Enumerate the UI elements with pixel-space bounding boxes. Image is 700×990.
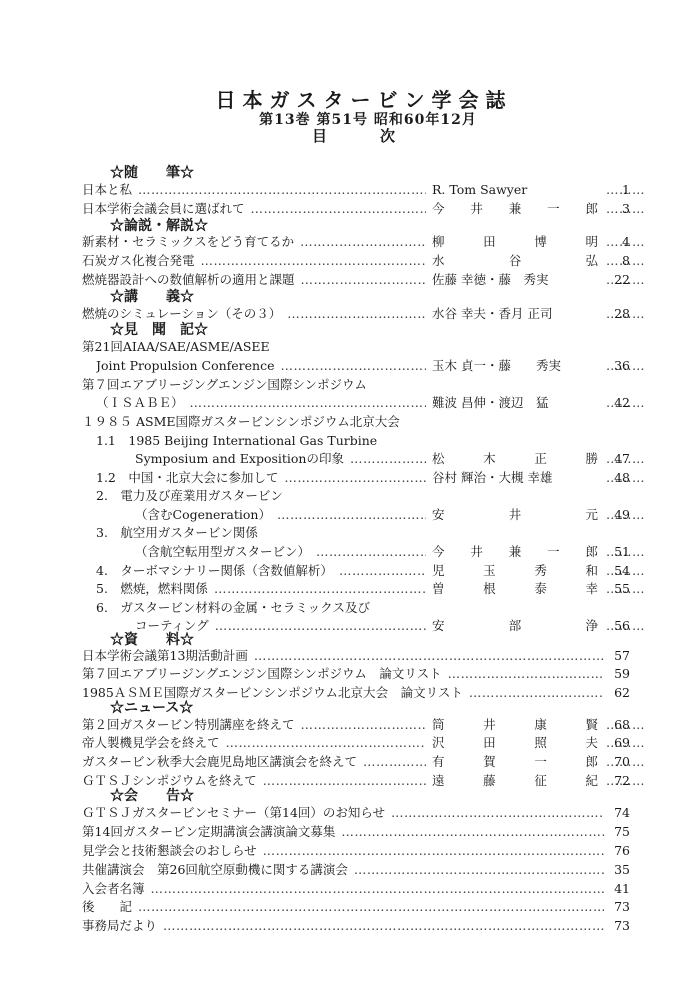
- toc-entry-author: 曽 根 泰 幸: [432, 581, 598, 596]
- toc-entry[interactable]: [0, 646, 700, 666]
- leader-dots: [350, 449, 426, 469]
- leader-dots: [251, 199, 426, 219]
- toc-entry[interactable]: [0, 561, 700, 581]
- toc-entry-page: 55: [614, 581, 630, 596]
- leader-dots: [391, 803, 604, 823]
- leader-dots: [138, 897, 604, 917]
- section-heading: ☆資 料☆: [110, 632, 194, 648]
- toc-entry-page: 68: [614, 717, 630, 732]
- toc-entry-page: 76: [614, 843, 630, 858]
- toc-entry-author: 沢 田 照 夫: [432, 735, 598, 750]
- leader-dots: [263, 771, 426, 791]
- toc-entry-author: 水谷 幸夫・香月 正司: [432, 306, 553, 321]
- toc-entry-page: 47: [614, 451, 630, 466]
- toc-subtitle-line: 1.1 1985 Beijing International Gas Turbine: [96, 433, 378, 448]
- toc-entry-author: 筒 井 康 賢: [432, 717, 598, 732]
- section-heading: ☆見 聞 記☆: [110, 322, 208, 338]
- toc-entry-author: 佐藤 幸徳・藤 秀実: [432, 272, 549, 287]
- journal-title: 日本ガスタービン学会誌: [215, 88, 513, 112]
- toc-entry-title: コーティング: [135, 618, 209, 633]
- leader-dots: [214, 579, 426, 599]
- toc-entry-page: 35: [614, 862, 630, 877]
- toc-entry-title: ガスタービン秋季大会鹿児島地区講演会を終えて: [82, 754, 358, 769]
- toc-entry-author: 水 谷 弘: [432, 253, 598, 268]
- toc-entry-page: 56: [614, 618, 630, 633]
- toc-entry-author: 有 賀 一 郎: [432, 754, 598, 769]
- toc-entry-title: （ＩＳＡＢＥ）: [96, 395, 184, 410]
- leader-dots: [341, 822, 604, 842]
- toc-entry-page: 42: [614, 395, 630, 410]
- toc-entry[interactable]: [0, 841, 700, 861]
- toc-entry[interactable]: [0, 897, 700, 917]
- toc-entry-title: 第14回ガスタービン定期講演会講演論文募集: [82, 824, 336, 839]
- toc-entry[interactable]: [0, 542, 700, 562]
- toc-entry-page: 62: [614, 685, 630, 700]
- toc-entry-title: 第７回エアブリージングエンジン国際シンポジウム 論文リスト: [82, 666, 442, 681]
- toc-entry-page: 59: [614, 666, 630, 681]
- toc-entry-page: 54: [614, 563, 630, 578]
- toc-entry-title: 日本学術会議会員に選ばれて: [82, 201, 245, 216]
- toc-entry-title: 第２回ガスタービン特別講座を終えて: [82, 717, 295, 732]
- toc-entry[interactable]: [0, 616, 700, 636]
- section-heading: ☆ニュース☆: [110, 700, 194, 716]
- toc-entry-page: 74: [614, 805, 630, 820]
- toc-entry-author: 玉木 貞一・藤 秀実: [432, 358, 561, 373]
- toc-subtitle-line: 6. ガスタービン材料の金属・セラミックス及び: [96, 600, 371, 615]
- toc-entry[interactable]: [0, 879, 700, 899]
- toc-entry[interactable]: [0, 664, 700, 684]
- toc-entry[interactable]: [0, 199, 700, 219]
- leader-dots: [354, 860, 604, 880]
- toc-entry-page: 8: [622, 253, 630, 268]
- toc-entry[interactable]: [0, 579, 700, 599]
- leader-dots: [138, 180, 426, 200]
- leader-dots: [448, 664, 604, 684]
- toc-entry-title: 新素材・セラミックスをどう育てるか: [82, 234, 295, 249]
- section-heading: ☆論説・解説☆: [110, 218, 208, 234]
- toc-entry-page: 22: [614, 272, 630, 287]
- toc-entry-author: 谷村 輝治・大槻 幸雄: [432, 470, 553, 485]
- toc-entry[interactable]: [0, 715, 700, 735]
- toc-entry[interactable]: [0, 180, 700, 200]
- section-heading: ☆会 告☆: [110, 788, 194, 804]
- toc-entry-page: 28: [614, 306, 630, 321]
- toc-entry-title: （含航空転用型ガスタービン）: [135, 544, 311, 559]
- toc-entry-page: 75: [614, 824, 630, 839]
- leader-dots: [316, 542, 426, 562]
- toc-entry-page: 36: [614, 358, 630, 373]
- toc-entry[interactable]: [0, 822, 700, 842]
- toc-entry[interactable]: [0, 304, 700, 324]
- toc-entry-title: Joint Propulsion Conference: [96, 358, 275, 373]
- toc-entry[interactable]: [0, 771, 700, 791]
- toc-entry-title: ＧＴＳＪシンポジウムを終えて: [82, 773, 257, 788]
- toc-entry[interactable]: [0, 752, 700, 772]
- toc-entry-title: 日本学術会議第13期活動計画: [82, 648, 248, 663]
- toc-entry[interactable]: [0, 356, 700, 376]
- toc-entry-title: （含むCogeneration）: [135, 507, 271, 522]
- toc-entry-page: 4: [622, 234, 630, 249]
- toc-entry-title: ＧＴＳＪガスタービンセミナー（第14回）のお知らせ: [82, 805, 386, 820]
- toc-entry-author: R. Tom Sawyer: [432, 182, 528, 197]
- toc-entry-author: 児 玉 秀 和: [432, 563, 598, 578]
- toc-entry-title: 石炭ガス化複合発電: [82, 253, 195, 268]
- leader-dots: [226, 733, 426, 753]
- toc-entry-title: 後 記: [82, 899, 133, 914]
- toc-entry-page: 73: [614, 918, 630, 933]
- toc-entry[interactable]: [0, 393, 700, 413]
- toc-entry-author: 松 木 正 勝: [432, 451, 598, 466]
- toc-entry-title: 入会者名簿: [82, 881, 145, 896]
- toc-entry-title: 事務局だより: [82, 918, 158, 933]
- toc-entry-page: 72: [614, 773, 630, 788]
- leader-dots: [469, 683, 604, 703]
- toc-entry-author: 今 井 兼 一 郎: [432, 201, 598, 216]
- toc-entry-author: 今 井 兼 一 郎: [432, 544, 598, 559]
- toc-entry-page: 41: [614, 881, 630, 896]
- toc-entry[interactable]: [0, 916, 700, 936]
- toc-entry-author: 難波 昌伸・渡辺 猛: [432, 395, 549, 410]
- section-heading: ☆講 義☆: [110, 289, 194, 305]
- leader-dots: [151, 879, 604, 899]
- toc-subtitle-line: 2. 電力及び産業用ガスタービン: [96, 488, 283, 503]
- leader-dots: [284, 468, 426, 488]
- toc-entry[interactable]: [0, 468, 700, 488]
- toc-subtitle-line: １９８５ ASME国際ガスタービンシンポジウム北京大会: [82, 414, 400, 429]
- toc-entry-page: 3: [622, 201, 630, 216]
- toc-entry[interactable]: [0, 270, 700, 290]
- toc-subtitle-line: 第７回エアブリージングエンジン国際シンポジウム: [82, 377, 367, 392]
- toc-subtitle-line: 第21回AIAA/SAE/ASME/ASEE: [82, 339, 270, 354]
- toc-entry-author: 安 井 元: [432, 507, 598, 522]
- toc-entry-title: 帝人製機見学会を終えて: [82, 735, 220, 750]
- toc-entry-title: 1985ＡＳＭＥ国際ガスタービンシンポジウム北京大会 論文リスト: [82, 685, 463, 700]
- leader-dots: [263, 841, 604, 861]
- toc-entry-title: 日本と私: [82, 182, 133, 197]
- toc-entry-title: Symposium and Expositionの印象: [135, 451, 344, 466]
- toc-entry[interactable]: [0, 505, 700, 525]
- toc-entry-page: 57: [614, 648, 630, 663]
- toc-subtitle-line: 3. 航空用ガスタービン関係: [96, 525, 258, 540]
- toc-heading-right: 次: [380, 127, 396, 145]
- leader-dots: [300, 232, 426, 252]
- toc-entry[interactable]: [0, 860, 700, 880]
- leader-dots: [301, 270, 426, 290]
- volume-issue: 第13巻 第51号 昭和60年12月: [259, 112, 477, 128]
- toc-entry-author: 安 部 浄: [432, 618, 598, 633]
- leader-dots: [215, 616, 426, 636]
- leader-dots: [277, 505, 426, 525]
- leader-dots: [287, 304, 426, 324]
- toc-entry-page: 73: [614, 899, 630, 914]
- toc-entry[interactable]: [0, 683, 700, 703]
- leader-dots: [301, 715, 426, 735]
- toc-entry-title: 燃焼のシミュレーション（その３）: [82, 306, 282, 321]
- section-heading: ☆随 筆☆: [110, 165, 194, 181]
- leader-dots: [163, 916, 604, 936]
- toc-entry-title: 4. ターボマシナリー関係（含数値解析）: [96, 563, 333, 578]
- toc-entry-title: 1.2 中国・北京大会に参加して: [96, 470, 279, 485]
- toc-entry-page: 49: [614, 507, 630, 522]
- toc-entry-page: 69: [614, 735, 630, 750]
- leader-dots: [254, 646, 604, 666]
- toc-entry-page: 51: [614, 544, 630, 559]
- leader-dots: [281, 356, 427, 376]
- toc-entry-author: 遠 藤 征 紀: [432, 773, 598, 788]
- toc-entry-page: 48: [614, 470, 630, 485]
- toc-entry-title: 5. 燃焼，燃料関係: [96, 581, 208, 596]
- toc-entry[interactable]: [0, 733, 700, 753]
- toc-entry[interactable]: [0, 251, 700, 271]
- toc-entry-title: 見学会と技術懇談会のおしらせ: [82, 843, 257, 858]
- toc-entry[interactable]: [0, 449, 700, 469]
- toc-entry-title: 共催講演会 第26回航空原動機に関する講演会: [82, 862, 348, 877]
- toc-entry-title: 燃焼器設計への数値解析の適用と課題: [82, 272, 295, 287]
- toc-entry-author: 柳 田 博 明: [432, 234, 598, 249]
- leader-dots: [190, 393, 426, 413]
- toc-heading-left: 目: [312, 127, 328, 145]
- leader-dots: [339, 561, 426, 581]
- toc-entry-page: 70: [614, 754, 630, 769]
- toc-entry[interactable]: [0, 803, 700, 823]
- leader-dots: [363, 752, 426, 772]
- toc-entry[interactable]: [0, 232, 700, 252]
- leader-dots: [201, 251, 426, 271]
- toc-entry-page: 1: [622, 182, 630, 197]
